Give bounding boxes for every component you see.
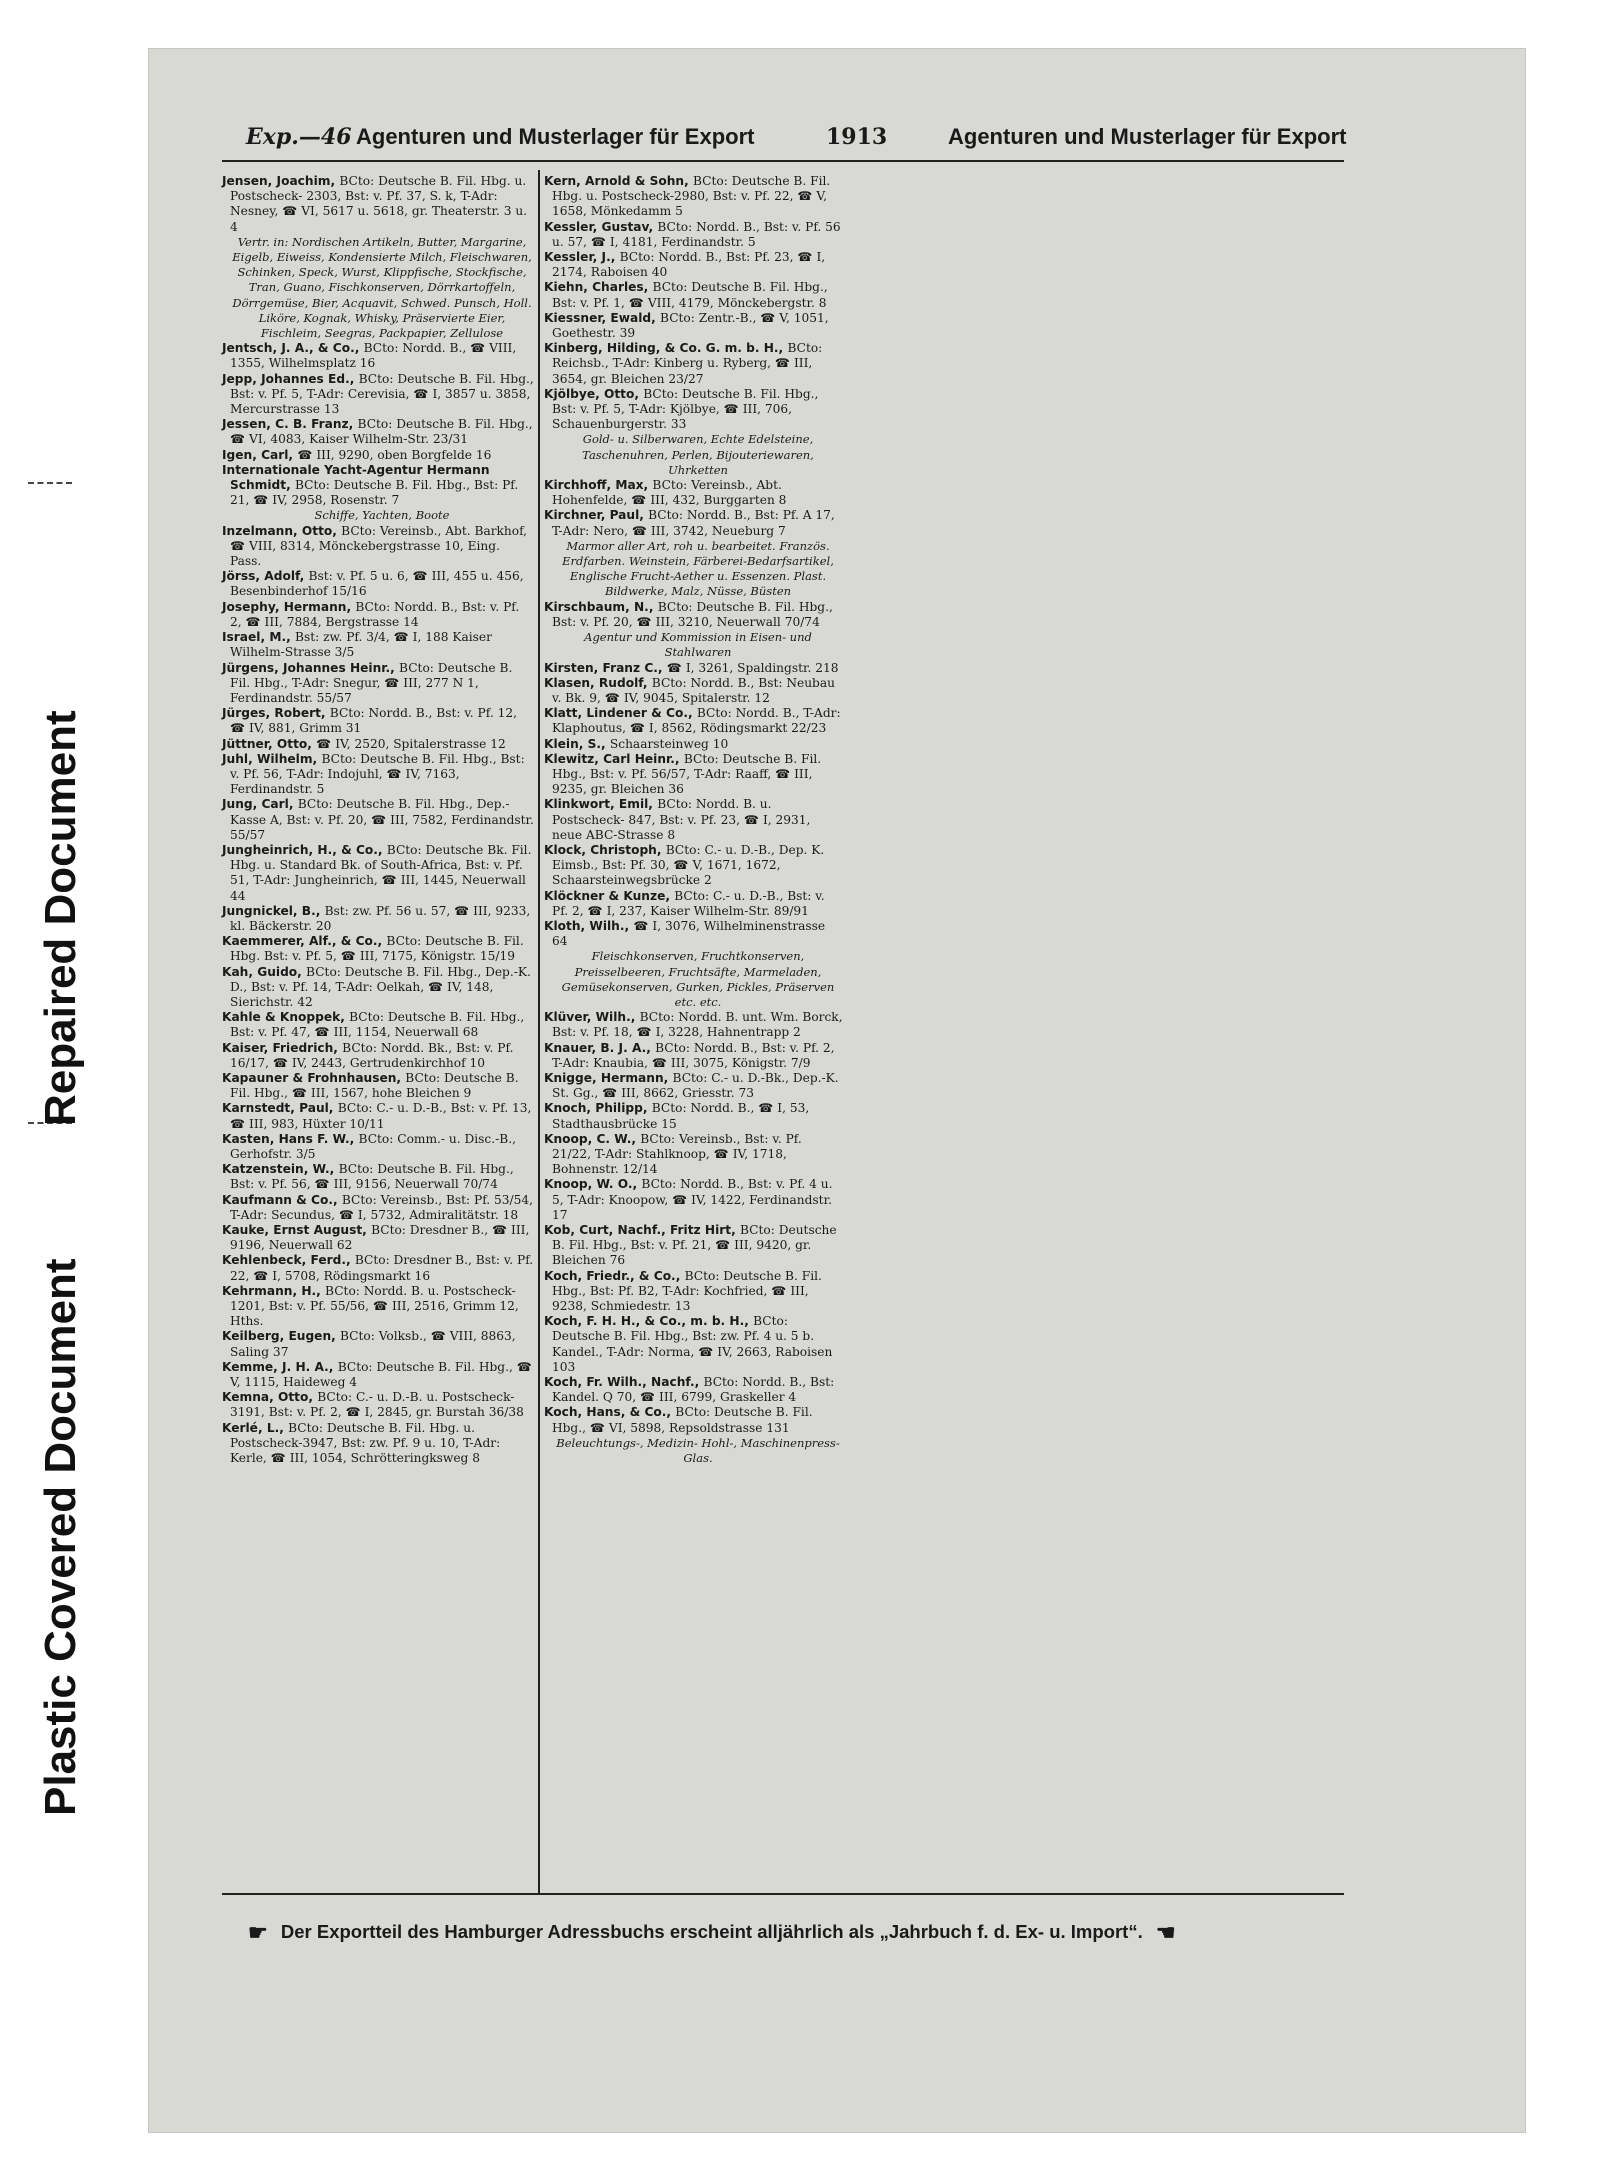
directory-entry <box>222 417 534 447</box>
directory-entry <box>222 661 534 707</box>
entry-details: BCto: Comm.- u. Disc.-B., Gerhofstr. 3/5 <box>230 1131 516 1161</box>
entry-details: BCto: Volksb., ☎ VIII, 8863, Saling 37 <box>230 1329 516 1359</box>
entry-details: BCto: C.- u. D.-B., Dep. K. Eimsb., Bst: Pf. 30, ☎ V, 1671, 1672, Schaarsteinwegsbrücke 2 <box>552 842 825 888</box>
entry-details: BCto: Deutsche B. Fil. Hbg., Dep.-K. D., Bst: v. Pf. 14, T-Adr: Oelkah, ☎ IV, 148, Sierichstr. 42 <box>230 964 531 1009</box>
directory-entry <box>544 1132 844 1178</box>
page-number: Exp.—46 <box>246 124 352 150</box>
entry-details: BCto: C.- u. D.-B., Bst: v. Pf. 2, ☎ I, 237, Kaiser Wilhelm-Str. 89/91 <box>552 888 825 918</box>
entry-details: ☎ I, 3261, Spaldingstr. 218 <box>666 660 839 675</box>
entry-products: Schiffe, Yachten, Boote <box>314 508 450 523</box>
directory-entry <box>544 843 844 889</box>
entry-products: Gold- u. Silberwaren, Echte Edelsteine, Taschenuhren, Perlen, Bijouteriewaren, Uhrketten <box>582 432 814 477</box>
entry-details: BCto: Deutsche B. Fil. Hbg. u. Postscheck- 2303, Bst: v. Pf. 37, S. k, T-Adr: Nesney, ☎ VI, 5617 u. 5618, gr. Theaterstr. 3 u. 4 <box>230 174 528 234</box>
directory-entry <box>544 889 844 919</box>
directory-entry <box>222 463 534 524</box>
entry-details: BCto: Reichsb., T-Adr: Kinberg u. Ryberg, ☎ III, 3654, gr. Bleichen 23/27 <box>552 341 823 386</box>
page-header <box>246 124 1346 154</box>
entry-details: BCto: C.- u. D.-B., Bst: v. Pf. 13, ☎ III, 983, Hüxter 10/11 <box>230 1101 532 1131</box>
entry-name: Internationale Yacht-Agentur Hermann Schmidt, <box>222 462 490 493</box>
entry-name: Kinberg, Hilding, & Co. G. m. b. H., <box>544 341 788 356</box>
directory-entry <box>222 1360 534 1390</box>
entry-details: BCto: Deutsche B. Fil. Hbg., Bst: v. Pf. 56, T-Adr: Indojuhl, ☎ IV, 7163, Ferdinandstr. 5 <box>230 751 525 797</box>
directory-entry <box>544 1101 844 1131</box>
entry-details: Bst: zw. Pf. 56 u. 57, ☎ III, 9233, kl. Bäckerstr. 20 <box>230 903 531 933</box>
entry-name: Jepp, Johannes Ed., <box>222 371 359 386</box>
directory-entry <box>544 341 844 387</box>
entry-products: Vertr. in: Nordischen Artikeln, Butter, Margarine, Eigelb, Eiweiss, Kondensierte Milch, Fleischwaren, Schinken, Speck, Wurst, Klippfische, Stockfische, Tran, Guano, Fischkonserven, Dörrkartoffeln, Dörrgemüse, Bier, Acquavit, Schwed. Punsch, Holl. Liköre, Kognak, Whisky, Präservierte Eier, Fischleim, Seegras, Packpapier, Zellulose <box>232 234 532 341</box>
directory-entry <box>222 706 534 736</box>
entry-details: ☎ III, 9290, oben Borgfelde 16 <box>297 447 492 462</box>
entry-name: Koch, Fr. Wilh., Nachf., <box>544 1375 704 1390</box>
entry-details: BCto: Deutsche B. Fil. Hbg., ☎ V, 1115, Haideweg 4 <box>230 1359 532 1390</box>
header-rule <box>222 160 1344 162</box>
entry-details: BCto: Nordd. B., Bst: Pf. 23, ☎ I, 2174, Raboisen 40 <box>552 250 826 280</box>
entry-name: Kaemmerer, Alf., & Co., <box>222 934 387 949</box>
entry-name: Kloth, Wilh., <box>544 918 634 933</box>
entry-name: Klüver, Wilh., <box>544 1010 640 1025</box>
entry-details: BCto: Deutsche B. Fil. Hbg., Bst: v. Pf. 20, ☎ III, 3210, Neuerwall 70/74 <box>552 599 833 629</box>
entry-name: Kirchhoff, Max, <box>544 478 653 493</box>
entry-products: Agentur und Kommission in Eisen- und Stahlwaren <box>584 630 812 660</box>
entry-details: BCto: Dresdner B., Bst: v. Pf. 22, ☎ I, 5708, Rödingsmarkt 16 <box>230 1253 534 1283</box>
entry-name: Kauke, Ernst August, <box>222 1223 372 1238</box>
entry-details: BCto: Nordd. B., Bst: Pf. A 17, T-Adr: Nero, ☎ III, 3742, Neueburg 7 <box>552 508 835 538</box>
entry-name: Kob, Curt, Nachf., Fritz Hirt, <box>544 1223 740 1238</box>
entry-name: Kasten, Hans F. W., <box>222 1131 359 1146</box>
entries-column-1 <box>222 174 534 1466</box>
entry-details: BCto: Deutsche B. Fil. Hbg., Bst: Pf. 21, ☎ IV, 2958, Rosenstr. 7 <box>230 478 519 508</box>
cut-mark-top <box>28 482 72 484</box>
entry-details: BCto: Deutsche B. Fil. Hbg., Bst: v. Pf. 1, ☎ VIII, 4179, Mönckebergstr. 8 <box>552 280 828 310</box>
entry-name: Kessler, Gustav, <box>544 219 658 234</box>
entry-name: Kemna, Otto, <box>222 1390 318 1405</box>
directory-entry <box>222 1223 534 1253</box>
entry-details: BCto: Nordd. B., Bst: v. Pf. 2, ☎ III, 7884, Bergstrasse 14 <box>230 599 520 629</box>
entry-details: BCto: C.- u. D.-Bk., Dep.-K. St. Gg., ☎ III, 8662, Griesstr. 73 <box>552 1070 839 1101</box>
directory-entry <box>222 1071 534 1101</box>
directory-entry <box>544 706 844 736</box>
entry-details: BCto: Deutsche B. Fil. Hbg., ☎ VI, 4083, Kaiser Wilhelm-Str. 23/31 <box>230 417 533 447</box>
entry-details: Bst: v. Pf. 5 u. 6, ☎ III, 455 u. 456, Besenbinderhof 15/16 <box>230 569 524 599</box>
entry-details: BCto: Nordd. B., ☎ I, 53, Stadthausbrücke 15 <box>552 1101 810 1131</box>
directory-entry <box>222 752 534 798</box>
plastic-covered-document-label: Plastic Covered Document <box>36 1258 85 1816</box>
directory-entry <box>544 1405 844 1466</box>
directory-entry <box>544 508 844 599</box>
entry-name: Klöckner & Kunze, <box>544 888 675 903</box>
directory-entry <box>544 1269 844 1315</box>
column-divider-1 <box>538 170 540 1893</box>
directory-entry <box>222 1193 534 1223</box>
entry-name: Kehrmann, H., <box>222 1283 326 1298</box>
directory-entry <box>544 311 844 341</box>
entry-name: Jentsch, J. A., & Co., <box>222 341 364 356</box>
entry-details: BCto: Nordd. B., Bst: v. Pf. 4 u. 5, T-Adr: Knoopow, ☎ IV, 1422, Ferdinandstr. 17 <box>552 1177 833 1222</box>
directory-entry <box>222 1010 534 1040</box>
directory-entry <box>222 1162 534 1192</box>
directory-entry <box>222 797 534 843</box>
entry-details: BCto: Deutsche B. Fil. Hbg., Dep.-Kasse A, Bst: v. Pf. 20, ☎ III, 7582, Ferdinandstr. 55/57 <box>230 797 534 842</box>
entry-details: BCto: Vereinsb., Bst: Pf. 53/54, T-Adr: Secundus, ☎ I, 5732, Admiralitätstr. 18 <box>230 1192 534 1222</box>
entry-details: BCto: Vereinsb., Bst: v. Pf. 21/22, T-Adr: Stahlknoop, ☎ IV, 1718, Bohnenstr. 12/14 <box>552 1131 802 1177</box>
entry-name: Jung, Carl, <box>222 797 298 812</box>
entry-name: Klatt, Lindener & Co., <box>544 706 697 721</box>
directory-entry <box>544 174 844 220</box>
directory-entry <box>222 1284 534 1330</box>
entry-name: Kerlé, L., <box>222 1420 289 1435</box>
directory-entry <box>544 661 844 676</box>
entry-details: BCto: Deutsche B. Fil. Hbg., Bst: v. Pf. 56, ☎ III, 9156, Neuerwall 70/74 <box>230 1162 514 1192</box>
entry-name: Jessen, C. B. Franz, <box>222 417 358 432</box>
entry-name: Kaiser, Friedrich, <box>222 1040 343 1055</box>
directory-entry <box>222 600 534 630</box>
page-footer <box>240 1920 1350 1950</box>
footer-rule <box>222 1893 1344 1895</box>
entry-details: ☎ IV, 2520, Spitalerstrasse 12 <box>316 736 506 751</box>
entry-name: Klasen, Rudolf, <box>544 675 652 690</box>
entry-details: BCto: Deutsche B. Fil. Hbg., Bst: v. Pf. 21, ☎ III, 9420, gr. Bleichen 76 <box>552 1223 837 1268</box>
directory-entry <box>544 1010 844 1040</box>
directory-entry <box>222 737 534 752</box>
entry-details: BCto: Nordd. B., Bst: Kandel. Q 70, ☎ III, 6799, Graskeller 4 <box>552 1375 835 1405</box>
directory-entry <box>222 1329 534 1359</box>
entry-details: BCto: Deutsche B. Fil. Hbg., Bst: v. Pf. 47, ☎ III, 1154, Neuerwall 68 <box>230 1010 525 1040</box>
entry-name: Kiehn, Charles, <box>544 280 653 295</box>
directory-entry <box>222 630 534 660</box>
entry-name: Kapauner & Frohnhausen, <box>222 1070 406 1085</box>
directory-entry <box>544 220 844 250</box>
directory-entry <box>544 676 844 706</box>
directory-entry <box>544 919 844 1010</box>
entry-details: BCto: Nordd. Bk., Bst: v. Pf. 16/17, ☎ IV, 2443, Gertrudenkirchhof 10 <box>230 1040 514 1070</box>
entry-name: Katzenstein, W., <box>222 1162 339 1177</box>
entry-details: BCto: Deutsche B. Fil. Hbg. u. Postscheck-3947, Bst: zw. Pf. 9 u. 10, T-Adr: Kerle, ☎ III, 1054, Schrötteringksweg 8 <box>230 1420 501 1466</box>
entry-details: BCto: Nordd. B., T-Adr: Klaphoutus, ☎ I, 8562, Rödingsmarkt 22/23 <box>552 706 841 736</box>
entry-details: BCto: Deutsche Bk. Fil. Hbg. u. Standard Bk. of South-Africa, Bst: v. Pf. 51, T-Adr: Jungheinrich, ☎ III, 1445, Neuerwall 44 <box>230 842 532 903</box>
pointing-hand-icon: ☛ <box>248 1920 268 1945</box>
entry-name: Klock, Christoph, <box>544 842 666 857</box>
entries-column-2 <box>544 174 844 1466</box>
directory-entry <box>222 569 534 599</box>
entry-name: Knauer, B. J. A., <box>544 1040 656 1055</box>
entry-name: Kiessner, Ewald, <box>544 310 661 325</box>
directory-entry <box>544 1314 844 1375</box>
repaired-document-label: Repaired Document <box>36 710 85 1126</box>
entry-details: Schaarsteinweg 10 <box>609 736 729 751</box>
entry-name: Kemme, J. H. A., <box>222 1359 338 1374</box>
directory-entry <box>544 737 844 752</box>
directory-entry <box>544 478 844 508</box>
entry-name: Koch, Hans, & Co., <box>544 1405 676 1420</box>
directory-entry <box>222 1421 534 1467</box>
directory-entry <box>544 280 844 310</box>
directory-entry <box>222 1132 534 1162</box>
entry-name: Jungheinrich, H., & Co., <box>222 842 387 857</box>
entry-name: Kehlenbeck, Ferd., <box>222 1253 355 1268</box>
directory-entry <box>544 1375 844 1405</box>
entry-details: BCto: Dresdner B., ☎ III, 9196, Neuerwall 62 <box>230 1223 530 1253</box>
entry-details: BCto: Deutsche B. Fil. Hbg., Bst: v. Pf. 5, T-Adr: Kjölbye, ☎ III, 706, Schauenburgerstr. 33 <box>552 386 819 432</box>
footer-notice: Der Exportteil des Hamburger Adressbuchs erscheint alljährlich als „Jahrbuch f. d. Ex- u. Import“. <box>280 1920 1143 1942</box>
entry-details: BCto: Deutsche B. Fil. Hbg. u. Postscheck-2980, Bst: v. Pf. 22, ☎ V, 1658, Mönkedamm 5 <box>552 174 831 219</box>
entry-name: Kirschbaum, N., <box>544 599 658 614</box>
entry-details: BCto: Deutsche B. Fil. Hbg., Bst: v. Pf. 56/57, T-Adr: Raaff, ☎ III, 9235, gr. Bleichen 36 <box>552 751 822 797</box>
directory-entry <box>544 797 844 843</box>
entry-details: Bst: zw. Pf. 3/4, ☎ I, 188 Kaiser Wilhelm-Strasse 3/5 <box>230 630 492 660</box>
entry-name: Jungnickel, B., <box>222 903 325 918</box>
directory-entry <box>222 174 534 341</box>
entry-name: Keilberg, Eugen, <box>222 1329 340 1344</box>
entry-name: Knoch, Philipp, <box>544 1101 652 1116</box>
entry-name: Kjölbye, Otto, <box>544 386 644 401</box>
directory-entry <box>222 934 534 964</box>
directory-entry <box>222 341 534 371</box>
entry-name: Klewitz, Carl Heinr., <box>544 751 684 766</box>
directory-entry <box>544 752 844 798</box>
entry-name: Inzelmann, Otto, <box>222 523 342 538</box>
entry-products: Fleischkonserven, Fruchtkonserven, Preisselbeeren, Fruchtsäfte, Marmeladen, Gemüsekonserven, Gurken, Pickles, Präserven etc. etc. <box>561 949 835 1009</box>
entry-name: Igen, Carl, <box>222 447 298 462</box>
entry-name: Klinkwort, Emil, <box>544 797 658 812</box>
entry-name: Koch, F. H. H., & Co., m. b. H., <box>544 1314 754 1329</box>
entry-details: BCto: Nordd. B., Bst: Neubau v. Bk. 9, ☎ IV, 9045, Spitalerstr. 12 <box>552 675 835 705</box>
entry-details: BCto: Deutsche B. Fil. Hbg., ☎ VI, 5898, Repsoldstrasse 131 <box>552 1405 813 1435</box>
entry-name: Jensen, Joachim, <box>222 174 340 188</box>
entry-details: BCto: Deutsche B. Fil. Hbg., T-Adr: Snegur, ☎ III, 277 N 1, Ferdinandstr. 55/57 <box>230 660 513 705</box>
entry-name: Klein, S., <box>544 736 610 751</box>
entry-details: BCto: Nordd. B. u. Postscheck-1201, Bst: v. Pf. 55/56, ☎ III, 2516, Grimm 12, Hths. <box>230 1283 519 1329</box>
directory-entry <box>222 524 534 570</box>
entry-name: Juhl, Wilhelm, <box>222 751 322 766</box>
directory-entry <box>222 1041 534 1071</box>
entry-details: BCto: Vereinsb., Abt. Hohenfelde, ☎ III, 432, Burggarten 8 <box>552 478 787 508</box>
directory-entry <box>222 843 534 904</box>
directory-entry <box>222 1253 534 1283</box>
entry-details: BCto: Nordd. B., ☎ VIII, 1355, Wilhelmsplatz 16 <box>230 341 517 371</box>
entry-name: Jürgens, Johannes Heinr., <box>222 660 400 675</box>
entry-name: Kirchner, Paul, <box>544 508 649 523</box>
entry-name: Kirsten, Franz C., <box>544 660 667 675</box>
entry-name: Jüttner, Otto, <box>222 736 317 751</box>
entry-details: BCto: Deutsche B. Fil. Hbg., Bst: zw. Pf. 4 u. 5 b. Kandel., T-Adr: Norma, ☎ IV, 2663, Raboisen 103 <box>552 1314 833 1374</box>
directory-entry <box>544 250 844 280</box>
entry-details: BCto: C.- u. D.-B. u. Postscheck-3191, Bst: v. Pf. 2, ☎ I, 2845, gr. Burstah 36/38 <box>230 1390 524 1420</box>
entry-name: Karnstedt, Paul, <box>222 1101 338 1116</box>
entry-details: BCto: Vereinsb., Abt. Barkhof, ☎ VIII, 8314, Mönckebergstrasse 10, Eing. Pass. <box>230 523 528 569</box>
directory-entry <box>544 600 844 661</box>
entry-details: BCto: Nordd. B. unt. Wm. Borck, Bst: v. Pf. 18, ☎ I, 3228, Hahnentrapp 2 <box>552 1010 843 1040</box>
entry-name: Knoop, W. O., <box>544 1177 642 1192</box>
directory-entry <box>222 1101 534 1131</box>
pointing-hand-icon: ☚ <box>1155 1920 1176 1945</box>
entry-name: Josephy, Hermann, <box>222 599 356 614</box>
directory-entry <box>544 1071 844 1101</box>
entry-name: Knoop, C. W., <box>544 1131 641 1146</box>
directory-entry <box>222 448 534 463</box>
header-title-left: Agenturen und Musterlager für Export <box>356 124 755 149</box>
directory-entry <box>544 1041 844 1071</box>
entry-products: Beleuchtungs-, Medizin- Hohl-, Maschinenpress-Glas. <box>556 1435 840 1466</box>
entry-name: Kahle & Knoppek, <box>222 1010 350 1025</box>
directory-entry <box>222 904 534 934</box>
entry-name: Kah, Guido, <box>222 964 307 979</box>
header-year: 1913 <box>826 124 888 150</box>
directory-entry <box>222 965 534 1011</box>
entry-details: BCto: Deutsche B. Fil. Hbg., Bst: Pf. B2, T-Adr: Kochfried, ☎ III, 9238, Schmiedestr. 13 <box>552 1268 822 1314</box>
entry-name: Israel, M., <box>222 630 295 645</box>
entry-details: BCto: Nordd. B., Bst: v. Pf. 12, ☎ IV, 881, Grimm 31 <box>230 706 517 736</box>
entry-products: Marmor aller Art, roh u. bearbeitet. Französ. Erdfarben. Weinstein, Färberei-Bedarfsartikel, Englische Frucht-Aether u. Essenzen. Plast. Bildwerke, Malz, Nüsse, Büsten <box>562 538 834 599</box>
entry-name: Kaufmann & Co., <box>222 1192 342 1207</box>
entry-details: ☎ I, 3076, Wilhelminenstrasse 64 <box>552 918 826 949</box>
entry-details: BCto: Deutsche B. Fil. Hbg., ☎ III, 1567, hohe Bleichen 9 <box>230 1070 519 1101</box>
entry-name: Koch, Friedr., & Co., <box>544 1268 685 1283</box>
directory-entry <box>222 1390 534 1420</box>
header-title-right: Agenturen und Musterlager für Export <box>948 124 1347 149</box>
directory-entry <box>222 372 534 418</box>
entry-name: Kessler, J., <box>544 250 620 265</box>
directory-entry <box>544 1223 844 1269</box>
entry-details: BCto: Deutsche B. Fil. Hbg., Bst: v. Pf. 5, T-Adr: Cerevisia, ☎ I, 3857 u. 3858, Mercurstrasse 13 <box>230 371 534 417</box>
entry-details: BCto: Zentr.-B., ☎ V, 1051, Goethestr. 39 <box>552 310 829 341</box>
directory-entry <box>544 1177 844 1223</box>
entry-details: BCto: Deutsche B. Fil. Hbg. Bst: v. Pf. 5, ☎ III, 7175, Königstr. 15/19 <box>230 934 524 964</box>
entry-details: BCto: Nordd. B. u. Postscheck- 847, Bst: v. Pf. 23, ☎ I, 2931, neue ABC-Strasse 8 <box>552 797 811 842</box>
entry-name: Kern, Arnold & Sohn, <box>544 174 693 188</box>
entry-name: Jürges, Robert, <box>222 706 330 721</box>
entry-name: Knigge, Hermann, <box>544 1070 673 1085</box>
directory-entry <box>544 387 844 478</box>
entry-details: BCto: Nordd. B., Bst: v. Pf. 2, T-Adr: Knaubia, ☎ III, 3075, Königstr. 7/9 <box>552 1040 835 1070</box>
entry-details: BCto: Nordd. B., Bst: v. Pf. 56 u. 57, ☎ I, 4181, Ferdinandstr. 5 <box>552 219 841 249</box>
entry-name: Jörss, Adolf, <box>222 569 309 584</box>
